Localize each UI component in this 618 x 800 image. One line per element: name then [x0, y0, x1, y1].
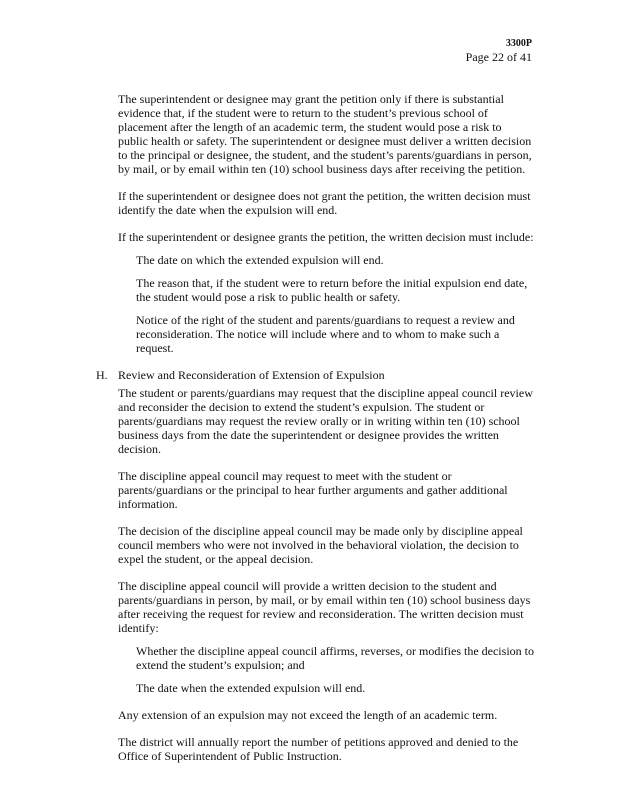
list-item	[118, 253, 534, 267]
list-item	[118, 681, 534, 695]
council-decision-list	[118, 644, 534, 695]
list-item-text: Whether the discipline appeal council affirms, reverses, or modifies the decision to extend the student’s expulsion; and	[136, 644, 534, 672]
list-item	[118, 276, 534, 304]
list-item	[118, 313, 534, 355]
paragraph-council-members: The decision of the discipline appeal council may be made only by discipline appeal council members who were not involved in the behavioral violation, the decision to expel the student, or the appeal decision.	[118, 524, 523, 566]
section-letter: H.	[96, 368, 108, 382]
paragraph-petition-granted: If the superintendent or designee grants the petition, the written decision must include:	[118, 230, 534, 244]
paragraph-written-decision: The discipline appeal council will provide a written decision to the student and parents/guardians in person, by mail, or by email within ten (10) school business days after receiving the request for review and reconsideration. The written decision must identify:	[118, 579, 531, 635]
list-item	[118, 644, 534, 672]
paragraph-review-request: The student or parents/guardians may request that the discipline appeal council review and reconsider the decision to extend the student’s expulsion. The student or parents/guardians may request the review orally or in writing within ten (10) school business days from the date the superintendent or designee provides the written decision.	[118, 386, 533, 456]
document-body	[96, 92, 534, 776]
document-code: 3300P	[505, 38, 532, 49]
list-item-text: The date on which the extended expulsion will end.	[136, 253, 384, 267]
decision-contents-list	[118, 253, 534, 355]
page-number: Page 22 of 41	[465, 50, 532, 64]
list-item-text: The date when the extended expulsion will end.	[136, 681, 366, 695]
page-header	[466, 38, 532, 64]
paragraph-council-meeting: The discipline appeal council may request to meet with the student or parents/guardians or the principal to hear further arguments and gather additional information.	[118, 469, 508, 511]
list-item-text: The reason that, if the student were to return before the initial expulsion end date, the student would pose a risk to public health or safety.	[136, 276, 528, 304]
paragraph-extension-limit: Any extension of an expulsion may not exceed the length of an academic term.	[118, 708, 498, 722]
paragraph-petition-denied: If the superintendent or designee does not grant the petition, the written decision must identify the date when the expulsion will end.	[118, 189, 531, 217]
paragraph-petition-grant: The superintendent or designee may grant the petition only if there is substantial evidence that, if the student were to return to the student’s previous school of placement after the length of an academic term, the student would pose a risk to public health or safety. The superintendent or designee must deliver a written decision to the principal or designee, the student, and the student’s parents/guardians in person, by mail, or by email within ten (10) school business days after receiving the petition.	[118, 92, 532, 176]
paragraph-annual-report: The district will annually report the number of petitions approved and denied to the Office of Superintendent of Public Instruction.	[118, 735, 519, 763]
section-heading-h	[96, 368, 534, 382]
list-item-text: Notice of the right of the student and parents/guardians to request a review and reconsideration. The notice will include where and to whom to make such a request.	[136, 313, 515, 355]
section-title: Review and Reconsideration of Extension of Expulsion	[118, 368, 385, 382]
